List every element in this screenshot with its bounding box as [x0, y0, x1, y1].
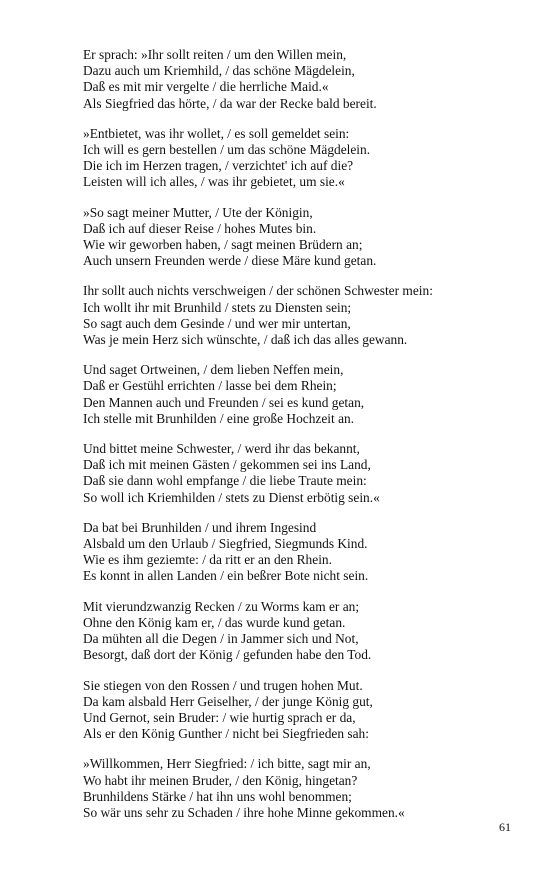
- verse-line: Und saget Ortweinen, / dem lieben Neffen mein,: [83, 362, 344, 378]
- verse-line: Daß ich auf dieser Reise / hohes Mutes bin.: [83, 220, 317, 236]
- verse-line: Ich will es gern bestellen / um das schöne Mägdelein.: [83, 142, 371, 158]
- verse-line: »Willkommen, Herr Siegfried: / ich bitte, sagt mir an,: [83, 756, 371, 772]
- verse-line: So sagt auch dem Gesinde / und wer mir untertan,: [83, 315, 351, 331]
- poem-text: [83, 47, 523, 835]
- stanza: [83, 756, 523, 821]
- verse-line: »Entbietet, was ihr wollet, / es soll gemeldet sein:: [83, 125, 350, 141]
- verse-line: Da bat bei Brunhilden / und ihrem Ingesind: [83, 519, 317, 535]
- verse-line: Dazu auch um Kriemhild, / das schöne Mägdelein,: [83, 63, 355, 79]
- stanza: [83, 283, 523, 348]
- verse-line: Auch unsern Freunden werde / diese Märe kund getan.: [83, 253, 377, 269]
- verse-line: Wie es ihm geziemte: / da ritt er an den Rhein.: [83, 552, 332, 568]
- stanza: [83, 47, 523, 112]
- verse-line: Es konnt in allen Landen / ein beßrer Bote nicht sein.: [83, 568, 369, 584]
- page-number: 61: [499, 820, 511, 834]
- verse-line: Daß ich mit meinen Gästen / gekommen sei ins Land,: [83, 457, 371, 473]
- verse-line: Als Siegfried das hörte, / da war der Recke bald bereit.: [83, 95, 377, 111]
- verse-line: So woll ich Kriemhilden / stets zu Dienst erbötig sein.«: [83, 489, 380, 505]
- stanza: [83, 678, 523, 743]
- verse-line: Was je mein Herz sich wünschte, / daß ich das alles gewann.: [83, 332, 408, 348]
- verse-line: Besorgt, daß dort der König / gefunden habe den Tod.: [83, 647, 372, 663]
- verse-line: Wie wir geworben haben, / sagt meinen Brüdern an;: [83, 237, 363, 253]
- stanza: [83, 205, 523, 270]
- verse-line: Und bittet meine Schwester, / werd ihr das bekannt,: [83, 441, 360, 457]
- verse-line: Die ich im Herzen tragen, / verzichtet' ich auf die?: [83, 158, 354, 174]
- verse-line: Und Gernot, sein Bruder: / wie hurtig sprach er da,: [83, 709, 356, 725]
- verse-line: Er sprach: »Ihr sollt reiten / um den Willen mein,: [83, 47, 347, 62]
- verse-line: Daß er Gestühl errichten / lasse bei dem Rhein;: [83, 378, 337, 394]
- verse-line: Ohne den König kam er, / das wurde kund getan.: [83, 614, 346, 630]
- verse-line: Da mühten all die Degen / in Jammer sich und Not,: [83, 631, 359, 647]
- verse-line: »So sagt meiner Mutter, / Ute der Königin,: [83, 204, 313, 220]
- verse-line: Den Mannen auch und Freunden / sei es kund getan,: [83, 394, 365, 410]
- stanza: [83, 520, 523, 585]
- verse-line: Ich stelle mit Brunhilden / eine große Hochzeit an.: [83, 410, 355, 426]
- verse-line: Wo habt ihr meinen Bruder, / den König, hingetan?: [83, 772, 358, 788]
- stanza: [83, 599, 523, 664]
- verse-line: Sie stiegen von den Rossen / und trugen hohen Mut.: [83, 677, 363, 693]
- verse-line: Daß sie dann wohl empfange / die liebe Traute mein:: [83, 473, 367, 489]
- verse-line: Alsbald um den Urlaub / Siegfried, Siegmunds Kind.: [83, 536, 368, 552]
- verse-line: Mit vierundzwanzig Recken / zu Worms kam er an;: [83, 598, 360, 614]
- verse-line: Ich wollt ihr mit Brunhild / stets zu Diensten sein;: [83, 299, 352, 315]
- stanza: [83, 362, 523, 427]
- verse-line: Leisten will ich alles, / was ihr gebietet, um sie.«: [83, 174, 345, 190]
- verse-line: Als er den König Gunther / nicht bei Siegfrieden sah:: [83, 726, 369, 742]
- verse-line: So wär uns sehr zu Schaden / ihre hohe Minne gekommen.«: [83, 804, 405, 820]
- stanza: [83, 441, 523, 506]
- verse-line: Daß es mit mir vergelte / die herrliche Maid.«: [83, 79, 329, 95]
- verse-line: Da kam alsbald Herr Geiselher, / der junge König gut,: [83, 693, 373, 709]
- verse-line: Ihr sollt auch nichts verschweigen / der schönen Schwester mein:: [83, 283, 433, 299]
- stanza: [83, 126, 523, 191]
- verse-line: Brunhildens Stärke / hat ihn uns wohl benommen;: [83, 788, 352, 804]
